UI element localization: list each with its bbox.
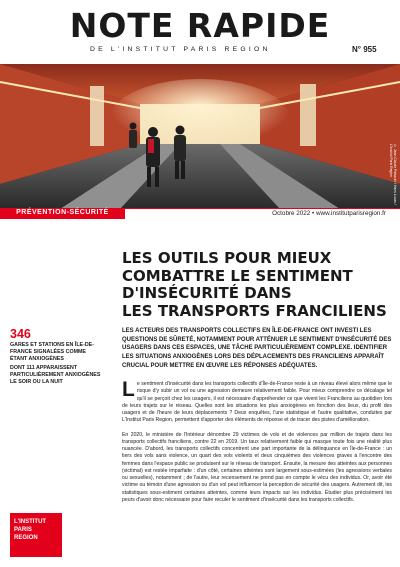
passenger-silhouette-3 (129, 123, 137, 149)
body-paragraph: En 2020, le ministère de l'Intérieur dénombre 29 victimes de vols et de violences par million de trajets dans les transports collectifs franciliens, contre 22 en 2019. Un taux relativement faible qui masque toute fois une réalité plus nuancée. D'abord, les transports collectifs concentrent une part importante de la délinquance en Île-de-France : un tiers des vols sans violence, un quart des vols violents et deux cinquièmes des violences graves à l'encontre des femmes dans l'espace public se produisent sur le réseau de transport. Ensuite, la mesure des atteintes aux personnes (victimat) est restée imparfaite : d'un côté, certaines atteintes sont largement sous-estimées (les agressions verbales ou sexuelles), notamment ; de l'autre, leur recensement ne prend pas en compte le vécu des individus. Or, avoir été victime ou témoin d'une agression ou d'un vol peut influencer la perception de sécurité des usagers. Autrement dit, les statistiques sous-estiment certaines atteintes, comme leurs impacts sur les individus. Étudier plus précisément les peurs d'avoir donc nécessaire pour faire reculer le sentiment d'insécurité dans les transports collectifs. (122, 431, 392, 503)
cover-photo (0, 64, 400, 209)
key-figure-number: 346 (10, 327, 31, 341)
headline-line: D'INSÉCURITÉ DANS (122, 284, 292, 302)
article-lede: LES ACTEURS DES TRANSPORTS COLLECTIFS EN ÎLE-DE-FRANCE ONT INVESTI LES QUESTIONS DE SÛRETÉ, NOTAMMENT POUR ATTÉNUER LE SENTIMENT D'INSÉCURITÉ DES USAGERS DANS CES ESPACES, UNE TÂCHE PARTICULIÈREMENT COMPLEXE. IDENTIFIER LES SITUATIONS ANXIOGÈNES LORS DES DÉPLACEMENTS DES FRANCILIENS APPARAÎT CRUCIAL POUR METTRE EN ŒUVRE LES RÉPONSES ADÉQUATES. (122, 328, 392, 369)
article-headline (122, 250, 392, 320)
body-paragraph-text: e sentiment d'insécurité dans les transports collectifs d'Île-de-France reste à un niveau élevé alors même que le risque d'y subir un vol ou une agression demeure relativement faible. Pour mieux comprendre ce décalage tel qu'il se perçoit chez les usagers, il est nécessaire d'appréhender ce que vivent les Franciliens au quotidien lors de leurs trajets sur le réseau. Quelles sont les situations les plus anxiogènes en fonction des lieux, du profil des usagers et de l'heure de leurs déplacements ? Deux enquêtes, l'une statistique et l'autre qualitative, conduites par L'Institut Paris Region, permettent d'apporter des éléments de réponse et de tracer des pistes d'amélioration. (122, 381, 392, 424)
issue-number: N° 955 (352, 45, 377, 54)
key-figure-caption: GARES ET STATIONS EN ÎLE-DE-FRANCE SIGNALÉES COMME ÉTANT ANXIOGÈNES (10, 342, 94, 362)
key-figure-subcaption: DONT 111 APPARAISSENT PARTICULIÈREMENT ANXIOGÈNES LE SOIR OU LA NUIT (10, 365, 101, 385)
headline-line: LES TRANSPORTS FRANCILIENS (122, 301, 387, 320)
metro-corridor-illustration (0, 64, 400, 209)
institut-paris-region-logo (10, 513, 62, 557)
headline-line: LES OUTILS POUR MIEUX (122, 249, 332, 267)
publication-title: NOTE RAPIDE (69, 6, 331, 45)
article-body (122, 378, 392, 511)
headline-line: COMBATTRE LE SENTIMENT (122, 266, 353, 285)
poster-right (300, 84, 316, 146)
logo-line: REGION (14, 535, 38, 541)
poster-left (90, 86, 104, 146)
publication-subtitle: DE L'INSTITUT PARIS REGION (90, 46, 271, 53)
rubric-band (0, 208, 400, 225)
band-divider (125, 208, 400, 209)
photo-credit: © Jean-Claude Pattacini / Hans Lucas / L'Institut Paris Region (389, 144, 397, 205)
rubric-label: PRÉVENTION-SÉCURITÉ (16, 209, 109, 216)
logo-line: L'INSTITUT (14, 519, 47, 525)
body-paragraph (122, 378, 392, 425)
masthead (0, 0, 400, 62)
date-and-website: Octobre 2022 • www.institutparisregion.fr (272, 210, 386, 217)
drop-cap: L (122, 378, 135, 401)
logo-line: PARIS (14, 527, 32, 533)
